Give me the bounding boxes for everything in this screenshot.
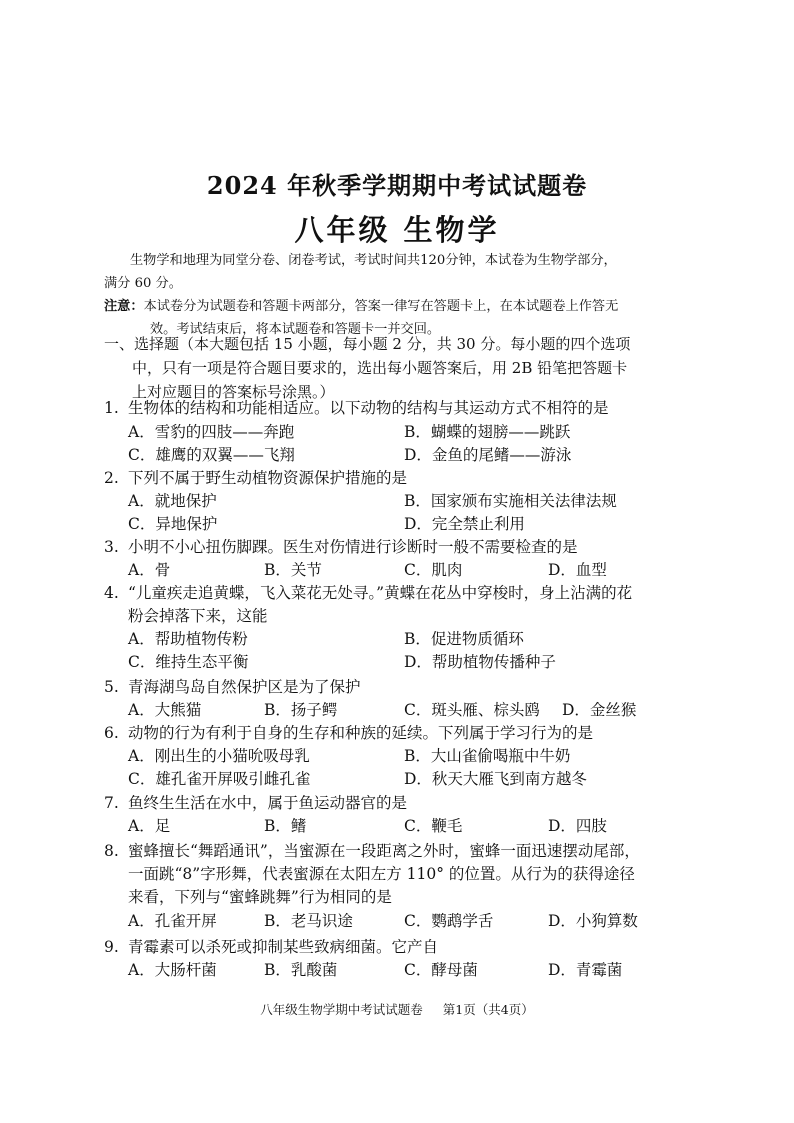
question-number: 1. (104, 399, 119, 417)
question-stem-line: 蜜蜂擅长“舞蹈通讯”，当蜜源在一段距离之外时，蜜蜂一面迅速摆动尾部， (128, 842, 640, 860)
question-3-option-b: B．关节 (264, 561, 322, 579)
notice-line-2: 效。考试结束后，将本试题卷和答题卡一并交回。 (150, 322, 441, 337)
question-stem-line: 生物体的结构和功能相适应。以下动物的结构与其运动方式不相符的是 (128, 399, 609, 417)
question-1-option-d: D．金鱼的尾鳍——游泳 (404, 446, 572, 464)
section-line-2: 中，只有一项是符合题目要求的，选出每小题答案后，用 2B 铅笔把答题卡 (132, 359, 628, 377)
notice-line-1: 本试卷分为试题卷和答题卡两部分，答案一律写在答题卡上，在本试题卷上作答无 (143, 299, 619, 314)
page-footer (0, 1000, 794, 1018)
question-7-option-c: C．鞭毛 (404, 817, 463, 835)
question-5-option-d: D．金丝猴 (562, 701, 637, 719)
question-number: 2. (104, 469, 119, 487)
question-6-option-a: A．刚出生的小猫吮吸母乳 (128, 747, 310, 765)
question-5-option-a: A．大熊猫 (128, 701, 202, 719)
question-2-option-b: B．国家颁布实施相关法律法规 (404, 492, 617, 510)
question-7-option-d: D．四肢 (548, 817, 607, 835)
question-9-option-b: B．乳酸菌 (264, 961, 338, 979)
question-3-option-d: D．血型 (548, 561, 607, 579)
question-8-stem-line-3: 来看，下列与“蜜蜂跳舞”行为相同的是 (128, 888, 392, 906)
question-4-option-b: B．促进物质循环 (404, 630, 524, 648)
question-3-option-c: C．肌肉 (404, 561, 463, 579)
question-number: 6. (104, 724, 119, 742)
question-8-option-b: B．老马识途 (264, 912, 353, 930)
question-number: 9. (104, 938, 119, 956)
question-2-option-a: A．就地保护 (128, 492, 217, 510)
question-number: 3. (104, 538, 119, 556)
question-1-option-a: A．雪豹的四肢——奔跑 (128, 423, 295, 441)
question-4-stem (104, 581, 632, 603)
question-6-option-b: B．大山雀偷喝瓶中牛奶 (404, 747, 571, 765)
question-9-option-a: A．大肠杆菌 (128, 961, 217, 979)
question-4-option-c: C．维持生态平衡 (128, 653, 249, 671)
intro-line-1: 生物学和地理为同堂分卷、闭卷考试，考试时间共120分钟，本试卷为生物学部分， (130, 253, 617, 268)
question-1-stem (104, 396, 609, 418)
question-number: 4. (104, 584, 119, 602)
question-3-option-a: A．骨 (128, 561, 171, 579)
question-7-option-a: A．足 (128, 817, 171, 835)
question-8-option-a: A．孔雀开屏 (128, 912, 217, 930)
question-number: 5. (104, 678, 119, 696)
question-1-option-b: B．蝴蝶的翅膀——跳跃 (404, 423, 571, 441)
question-8-option-c: C．鹦鹉学舌 (404, 912, 494, 930)
question-stem-line: 青霉素可以杀死或抑制某些致病细菌。它产自 (128, 938, 439, 956)
question-stem-line: 动物的行为有利于自身的生存和种族的延续。下列属于学习行为的是 (128, 724, 594, 742)
question-6-option-d: D．秋天大雁飞到南方越冬 (404, 770, 587, 788)
question-1-option-c: C．雄鹰的双翼——飞翔 (128, 446, 295, 464)
question-4-stem-line-2: 粉会掉落下来，这能 (128, 607, 268, 625)
question-2-option-c: C．异地保护 (128, 515, 218, 533)
question-8-stem-line-2: 一面跳“8”字形舞，代表蜜源在太阳左方 110° 的位置。从行为的获得途径 (128, 865, 635, 883)
footer-exam-name: 八年级生物学期中考试试题卷 (260, 1002, 423, 1017)
question-9-stem (104, 935, 438, 957)
exam-title: 2024 年秋季学期期中考试试题卷 (206, 171, 588, 200)
section-heading (104, 332, 664, 404)
section-line-3: 上对应题目的答案标号涂黑。） (132, 383, 335, 401)
question-3-stem (104, 535, 578, 557)
question-2-stem (104, 466, 407, 488)
section-line-1: 一、选择题（本大题包括 15 小题，每小题 2 分，共 30 分。每小题的四个选项 (104, 335, 631, 353)
question-7-option-b: B．鳍 (264, 817, 307, 835)
question-2-option-d: D．完全禁止利用 (404, 515, 525, 533)
question-8-option-d: D．小狗算数 (548, 912, 638, 930)
exam-intro (104, 249, 664, 295)
question-4-option-a: A．帮助植物传粉 (128, 630, 248, 648)
question-8-stem (104, 839, 640, 861)
question-stem-line: 小明不小心扭伤脚踝。医生对伤情进行诊断时一般不需要检查的是 (128, 538, 578, 556)
question-6-option-c: C．雄孔雀开屏吸引雌孔雀 (128, 770, 311, 788)
question-4-option-d: D．帮助植物传播种子 (404, 653, 556, 671)
question-stem-line: 下列不属于野生动植物资源保护措施的是 (128, 469, 408, 487)
question-number: 7. (104, 794, 119, 812)
question-5-stem (104, 675, 361, 697)
question-6-stem (104, 721, 593, 743)
footer-page-number: 第1页（共4页） (442, 1002, 534, 1017)
question-number: 8. (104, 842, 119, 860)
question-5-option-b: B．扬子鳄 (264, 701, 338, 719)
question-5-option-c: C．斑头雁、棕头鸥 (404, 701, 540, 719)
exam-subtitle: 八年级 生物学 (294, 213, 500, 247)
question-9-option-d: D．青霉菌 (548, 961, 623, 979)
question-7-stem (104, 791, 407, 813)
intro-line-2: 满分 60 分。 (104, 276, 182, 291)
notice-label: 注意： (104, 299, 144, 314)
question-stem-line: 鱼终生生活在水中，属于鱼运动器官的是 (128, 794, 408, 812)
question-stem-line: “儿童疾走追黄蝶，飞入菜花无处寻。”黄蝶在花丛中穿梭时，身上沾满的花 (128, 584, 633, 602)
question-9-option-c: C．酵母菌 (404, 961, 478, 979)
question-stem-line: 青海湖鸟岛自然保护区是为了保护 (128, 678, 361, 696)
